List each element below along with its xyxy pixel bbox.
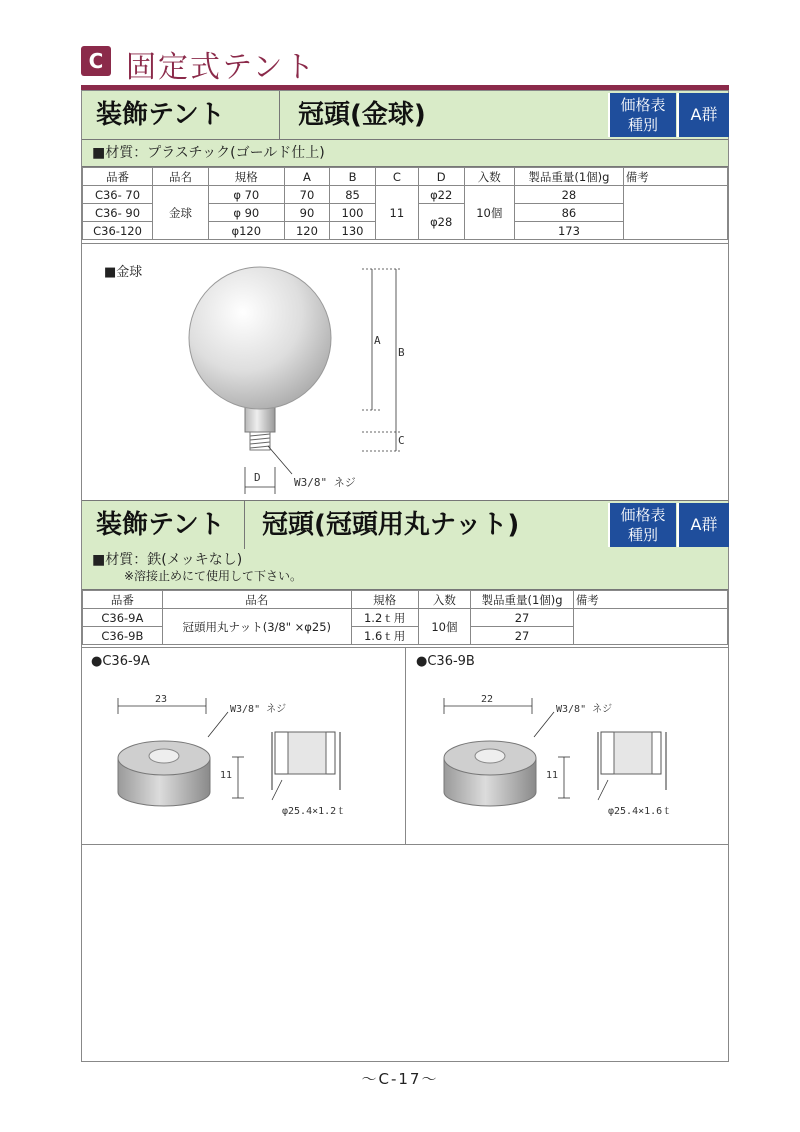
cell-spec: φ 90 [208, 204, 284, 222]
cell-item-name: 冠頭用丸ナット(3/8" ×φ25) [162, 609, 351, 645]
col-header: A [284, 168, 330, 186]
cell-d: φ28 [418, 204, 464, 240]
fig-a-height: 11 [220, 770, 233, 781]
dim-c-label: C [398, 434, 405, 447]
cell-code: C36-120 [83, 222, 153, 240]
section2-material: ■材質：鉄(メッキなし) [92, 552, 243, 568]
fig-b-label: ●C36-9B [416, 654, 475, 669]
cell-spec: φ 70 [208, 186, 284, 204]
section1-figure-label: ■金球 [104, 265, 143, 280]
section1-spec-table [82, 167, 728, 240]
cell-spec: φ120 [208, 222, 284, 240]
price-label-line1: 価格表 [620, 96, 666, 114]
chapter-title: 固定式テント [126, 50, 317, 85]
dim-d-label: D [254, 471, 261, 484]
cell-code: C36-9A [83, 609, 163, 627]
cell-weight: 173 [515, 222, 624, 240]
table-row [83, 186, 728, 204]
cell-a: 70 [284, 186, 330, 204]
section1-category: 装飾テント [96, 100, 225, 130]
col-header: 製品重量(1個)g [515, 168, 624, 186]
fig-b-width: 22 [481, 694, 494, 705]
cell-weight: 27 [471, 627, 574, 645]
cell-spec: 1.6ｔ用 [351, 627, 418, 645]
col-header: 規格 [208, 168, 284, 186]
cell-code: C36-9B [83, 627, 163, 645]
cell-quantity: 10個 [464, 186, 515, 240]
section2-note: ※溶接止めにて使用して下さい。 [124, 569, 303, 583]
cell-a: 120 [284, 222, 330, 240]
section2-category: 装飾テント [96, 510, 225, 540]
price-label-line2: 種別 [627, 116, 658, 134]
col-header: 品名 [162, 591, 351, 609]
fig-a-label: ●C36-9A [91, 654, 150, 669]
col-header: C [375, 168, 418, 186]
col-header: B [330, 168, 376, 186]
price-label-line1: 価格表 [620, 506, 666, 524]
cell-note [573, 609, 727, 645]
cell-a: 90 [284, 204, 330, 222]
page-number: ～C-17～ [361, 1070, 439, 1088]
section1-title: 冠頭(金球) [298, 100, 426, 130]
cell-d: φ22 [418, 186, 464, 204]
cell-b: 85 [330, 186, 376, 204]
col-header: 品名 [153, 168, 209, 186]
table-header-row [83, 168, 728, 186]
section1-material-bar [82, 140, 728, 167]
col-header: 入数 [418, 591, 471, 609]
col-header: 入数 [464, 168, 515, 186]
figure-divider [405, 648, 406, 844]
table-header-row [83, 591, 728, 609]
fig-a-width: 23 [155, 694, 168, 705]
section2-divider [244, 501, 245, 549]
section1-price-label [608, 93, 676, 137]
section2-material-bar [82, 549, 728, 590]
figure-bottom-rule [82, 844, 728, 845]
cell-b: 100 [330, 204, 376, 222]
fig-a-pipe: φ25.4×1.2ｔ [282, 806, 347, 817]
section1-price-group: A群 [677, 93, 729, 137]
section1-divider [279, 91, 280, 139]
fig-b-pipe: φ25.4×1.6ｔ [608, 806, 673, 817]
cell-weight: 86 [515, 204, 624, 222]
cell-weight: 28 [515, 186, 624, 204]
col-header: 品番 [83, 591, 163, 609]
cell-c: 11 [375, 186, 418, 240]
fig-a-thread: W3/8" ネジ [230, 704, 287, 715]
col-header: 製品重量(1個)g [471, 591, 574, 609]
cell-spec: 1.2ｔ用 [351, 609, 418, 627]
price-label-line2: 種別 [627, 526, 658, 544]
section2-price-label [608, 503, 676, 547]
chapter-badge: C [81, 46, 111, 76]
section1-header [82, 91, 728, 140]
section2-header [82, 500, 728, 550]
gold-ball-drawing [180, 262, 430, 494]
section2-price-group: A群 [677, 503, 729, 547]
dim-a-label: A [374, 334, 381, 347]
cell-code: C36- 90 [83, 204, 153, 222]
cell-b: 130 [330, 222, 376, 240]
col-header: 品番 [83, 168, 153, 186]
cell-note [623, 186, 727, 240]
col-header: D [418, 168, 464, 186]
col-header: 備考 [623, 168, 727, 186]
cell-code: C36- 70 [83, 186, 153, 204]
col-header: 規格 [351, 591, 418, 609]
fig-b-height: 11 [546, 770, 559, 781]
section2-title: 冠頭(冠頭用丸ナット) [262, 510, 520, 540]
section2-spec-table [82, 590, 728, 645]
section1-material: ■材質：プラスチック(ゴールド仕上) [92, 145, 325, 161]
cell-weight: 27 [471, 609, 574, 627]
thread-label: W3/8" ネジ [294, 476, 356, 489]
cell-item-name: 金球 [153, 186, 209, 240]
fig-b-thread: W3/8" ネジ [556, 704, 613, 715]
col-header: 備考 [573, 591, 727, 609]
cell-quantity: 10個 [418, 609, 471, 645]
table-row [83, 609, 728, 627]
dim-b-label: B [398, 346, 405, 359]
section1-table-bottom [82, 243, 728, 244]
